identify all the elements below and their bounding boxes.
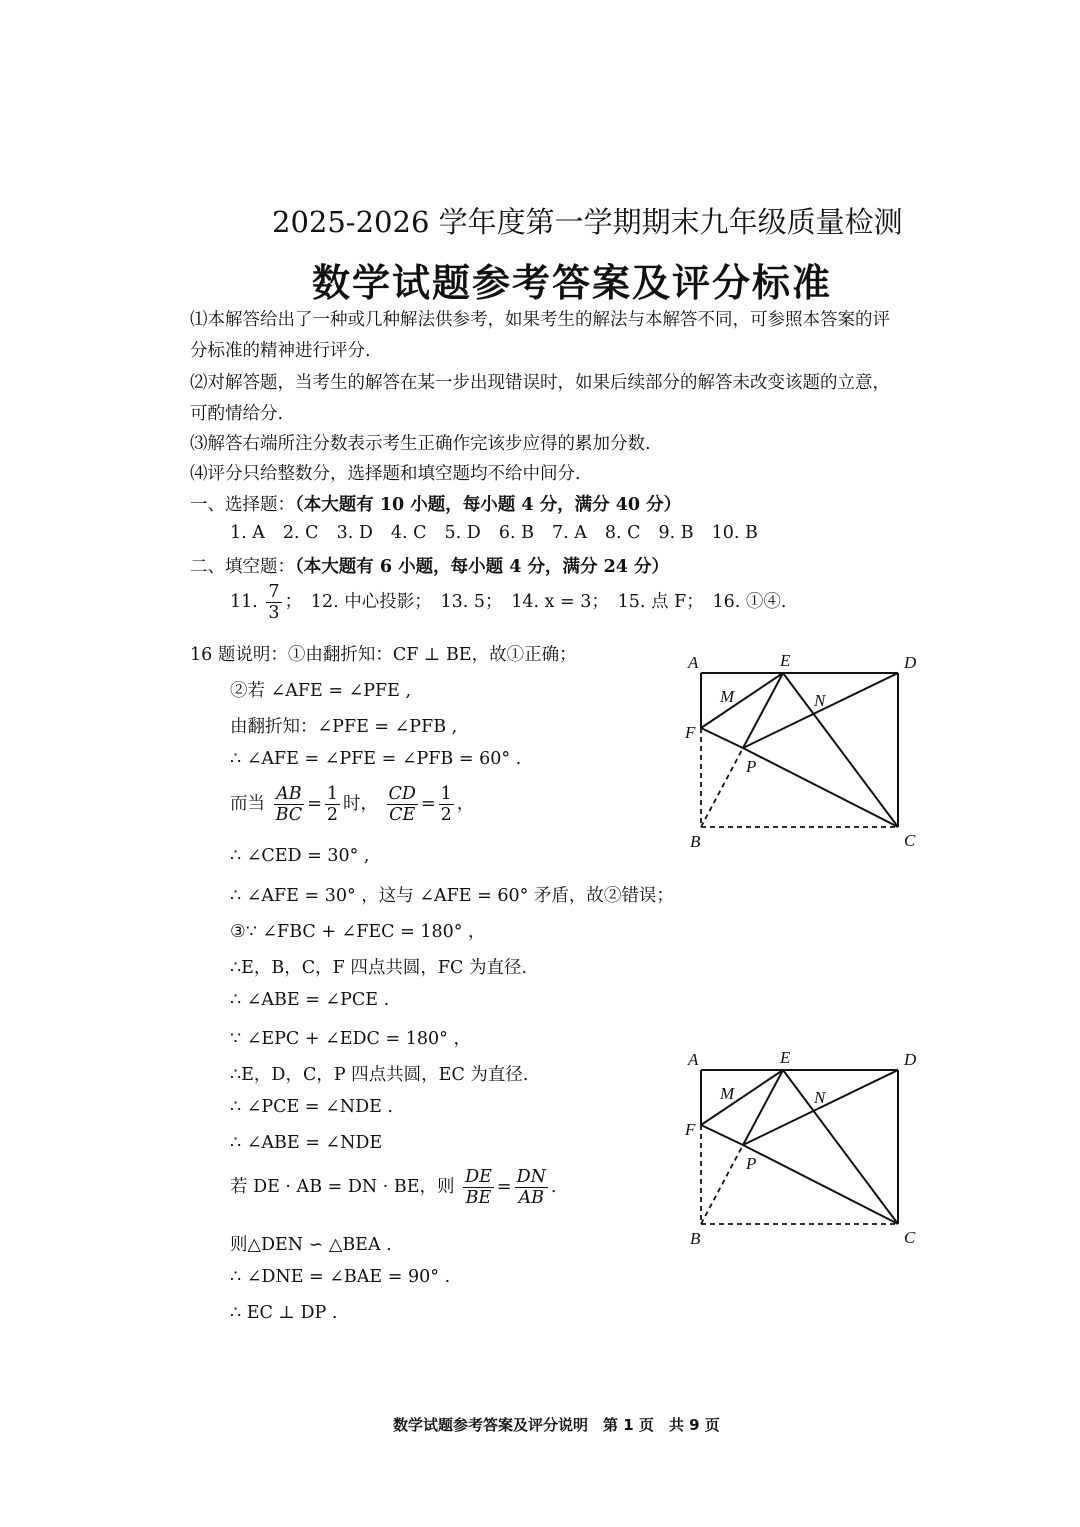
- label-n: N: [814, 1088, 826, 1107]
- label-m: M: [720, 687, 735, 706]
- exam-subtitle: 2025-2026 学年度第一学期期末九年级质量检测: [272, 205, 903, 239]
- explanation-ratio-line: 而当 $\frac{AB}{BC}$ = $\frac{1}{2}$ 时， $\frac{CD}{CE}$ = $\frac{1}{2}$ ，: [230, 784, 475, 826]
- label-a: A: [688, 653, 699, 672]
- fraction-dn-ab: $\frac{DN}{AB}$: [516, 1167, 546, 1209]
- label-d: D: [904, 1050, 917, 1069]
- fraction-half: $\frac{1}{2}$: [326, 784, 338, 826]
- section-1-desc: （本大题有 10 小题，每小题 4 分，满分 40 分）: [295, 495, 682, 515]
- answer-item: 6. B: [498, 523, 534, 543]
- answer-item: 4. C: [390, 523, 427, 543]
- label-n: N: [814, 691, 826, 710]
- explanation-line: 由翻折知：∠PFE = ∠PFB ,: [230, 717, 458, 737]
- answer-item: 8. C: [604, 523, 641, 543]
- label-b: B: [690, 832, 701, 851]
- section-1-label: 一、选择题：: [190, 495, 295, 515]
- fraction-half: $\frac{1}{2}$: [440, 784, 452, 826]
- label-p: P: [746, 1154, 757, 1173]
- q11-fraction: $\frac{7}{3}$: [268, 582, 280, 624]
- label-e: E: [780, 1048, 791, 1067]
- answer-item: 9. B: [658, 523, 694, 543]
- fraction-de-be: $\frac{DE}{BE}$: [465, 1167, 492, 1209]
- label-c: C: [904, 831, 916, 850]
- label-f: F: [685, 723, 696, 742]
- answer-item: 7. A: [551, 523, 587, 543]
- explanation-line: ∴ ∠CED = 30° ,: [230, 846, 370, 866]
- label-c: C: [904, 1228, 916, 1247]
- choice-answers: [230, 523, 776, 543]
- explanation-line: ∴ ∠DNE = ∠BAE = 90° .: [230, 1267, 451, 1287]
- section-2-label: 二、填空题：: [190, 557, 295, 577]
- fill-answers-rest: ； 12. 中心投影； 13. 5； 14. x = 3； 15. 点 F； 16. ①④.: [284, 592, 787, 613]
- geometry-figure-1: [660, 640, 930, 860]
- section-2-heading: [190, 553, 669, 578]
- explanation-line: ∴ ∠ABE = ∠NDE: [230, 1133, 383, 1153]
- explanation-ratio-line: 若 DE · AB = DN · BE，则 $\frac{DE}{BE}$ = $\frac{DN}{AB}$ .: [230, 1167, 557, 1209]
- section-1-heading: [190, 491, 681, 516]
- label-p: P: [746, 757, 757, 776]
- label-e: E: [780, 651, 791, 670]
- answer-item: 3. D: [336, 523, 373, 543]
- explanation-line: 16 题说明：①由翻折知：CF ⊥ BE，故①正确；: [190, 645, 577, 665]
- explanation-line: ∴ ∠ABE = ∠PCE .: [230, 990, 390, 1010]
- fraction-cd-ce: $\frac{CD}{CE}$: [388, 784, 416, 826]
- note-line-6: ⑷评分只给整数分，选择题和填空题均不给中间分.: [190, 464, 581, 484]
- section-2-desc: （本大题有 6 小题，每小题 4 分，满分 24 分）: [295, 557, 670, 577]
- note-line-4: 可酌情给分.: [190, 404, 284, 424]
- explanation-line: ∴ EC ⊥ DP .: [230, 1303, 338, 1323]
- explanation-line: ∴ ∠AFE = ∠PFE = ∠PFB = 60° .: [230, 749, 522, 769]
- q11-prefix: 11.: [230, 592, 258, 613]
- explanation-line: ∴ ∠PCE = ∠NDE .: [230, 1097, 393, 1117]
- note-line-3: ⑵对解答题，当考生的解答在某一步出现错误时，如果后续部分的解答未改变该题的立意，: [190, 373, 890, 393]
- label-f: F: [685, 1120, 696, 1139]
- note-line-5: ⑶解答右端所注分数表示考生正确作完该步应得的累加分数.: [190, 434, 651, 454]
- explanation-line: ③∵ ∠FBC + ∠FEC = 180° ，: [230, 922, 486, 942]
- fraction-ab-bc: $\frac{AB}{BC}$: [275, 784, 303, 826]
- page-footer: 数学试题参考答案及评分说明 第 1 页 共 9 页: [393, 1416, 720, 1434]
- label-a: A: [688, 1050, 699, 1069]
- explanation-line: 则△DEN ∽ △BEA .: [230, 1235, 392, 1255]
- explanation-line: ②若 ∠AFE = ∠PFE ,: [230, 681, 412, 701]
- label-b: B: [690, 1229, 701, 1248]
- label-d: D: [904, 653, 917, 672]
- explanation-line: ∴ ∠AFE = 30° ，这与 ∠AFE = 60° 矛盾，故②错误；: [230, 886, 674, 906]
- answer-item: 2. C: [282, 523, 319, 543]
- explanation-line: ∴E，B，C，F 四点共圆，FC 为直径.: [230, 958, 528, 978]
- page-title: 数学试题参考答案及评分标准: [312, 260, 833, 305]
- answer-item: 10. B: [711, 523, 758, 543]
- note-line-1: ⑴本解答给出了一种或几种解法供参考，如果考生的解法与本解答不同，可参照本答案的评: [190, 310, 890, 330]
- answer-item: 1. A: [230, 523, 265, 543]
- label-m: M: [720, 1084, 735, 1103]
- explanation-line: ∵ ∠EPC + ∠EDC = 180° ，: [230, 1029, 471, 1049]
- geometry-figure-2: [660, 1037, 930, 1257]
- answer-item: 5. D: [444, 523, 481, 543]
- note-line-2: 分标准的精神进行评分.: [190, 341, 371, 361]
- fill-answers: [230, 582, 786, 623]
- explanation-line: ∴E，D，C，P 四点共圆，EC 为直径.: [230, 1065, 529, 1085]
